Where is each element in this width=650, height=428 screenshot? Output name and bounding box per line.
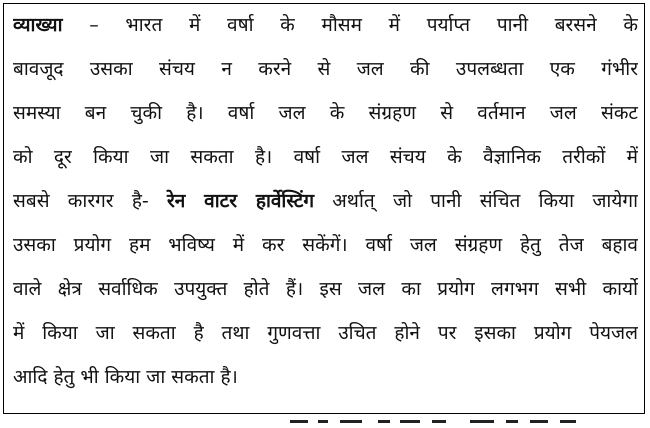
line-1-text: – भारत में वर्षा के मौसम में पर्याप्त पानी बरसने के: [62, 14, 638, 36]
text-line-1: [13, 6, 638, 44]
text-line-4: को दूर किया जा सकता है। वर्षा जल संचय के वैज्ञानिक तरीकों में: [13, 146, 638, 168]
text-line-3: समस्या बन चुकी है। वर्षा जल के संग्रहण से वर्तमान जल संकट: [13, 102, 638, 124]
text-line-2: बावजूद उसका संचय न करने से जल की उपलब्धता एक गंभीर: [13, 58, 638, 80]
text-line-9: आदि हेतु भी किया जा सकता है।: [13, 366, 238, 388]
cut-off-next-line: [0, 418, 650, 428]
text-line-5: [13, 182, 638, 220]
paragraph-heading: व्याख्या: [13, 14, 63, 36]
line-5-start: सबसे कारगर है-: [13, 190, 168, 212]
text-line-7: वाले क्षेत्र सर्वाधिक उपयुक्त होते हैं। इस जल का प्रयोग लगभग सभी कार्यो: [13, 278, 638, 300]
text-line-8: में किया जा सकता है तथा गुणवत्ता उचित होने पर इसका प्रयोग पेयजल: [13, 322, 638, 344]
text-line-6: उसका प्रयोग हम भविष्य में कर सकेंगें। वर्षा जल संग्रहण हेतु तेज बहाव: [13, 234, 638, 256]
line-5-end: अर्थात् जो पानी संचित किया जायेगा: [314, 190, 638, 212]
rainwater-harvesting-term: रेन वाटर हार्वेस्टिंग: [167, 190, 315, 212]
